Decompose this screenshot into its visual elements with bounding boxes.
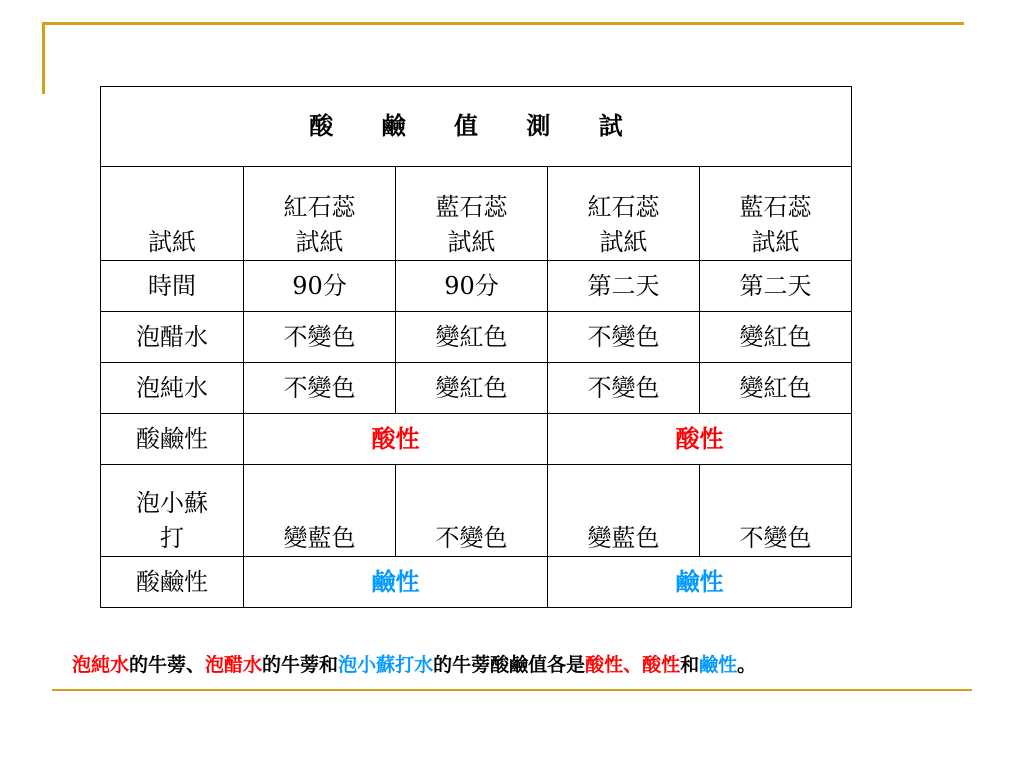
table-cell: 不變色 — [244, 312, 396, 363]
table-cell: 第二天 — [548, 261, 700, 312]
header-row — [101, 167, 852, 261]
caption-alkaline: 鹼性 — [699, 654, 738, 676]
title-row — [101, 87, 852, 167]
column-header: 紅石蕊 試紙 — [548, 167, 700, 261]
table-cell: 90分 — [244, 261, 396, 312]
table-cell: 不變色 — [396, 465, 548, 557]
caption-soda-water: 泡小蘇打水 — [338, 654, 434, 676]
summary-caption — [72, 650, 756, 677]
table-cell: 第二天 — [700, 261, 852, 312]
caption-pure-water: 泡純水 — [72, 654, 130, 676]
acidity-result: 酸性 — [244, 414, 548, 465]
bottom-rule — [52, 689, 972, 691]
table-cell: 變紅色 — [700, 363, 852, 414]
caption-text: 的牛蒡和 — [262, 654, 339, 676]
caption-acid: 酸性、酸性 — [585, 654, 681, 676]
table-cell: 變紅色 — [396, 312, 548, 363]
caption-text: 。 — [737, 654, 757, 676]
table-row-pure-water — [101, 363, 852, 414]
table-cell: 90分 — [396, 261, 548, 312]
ph-test-table — [100, 86, 852, 608]
column-header: 藍石蕊 試紙 — [700, 167, 852, 261]
alkalinity-result: 鹼性 — [244, 557, 548, 608]
row-label: 泡純水 — [101, 363, 244, 414]
table-row-soda — [101, 465, 852, 557]
table-cell: 變藍色 — [548, 465, 700, 557]
alkalinity-result: 鹼性 — [548, 557, 852, 608]
table-row-time — [101, 261, 852, 312]
caption-text: 的牛蒡酸鹼值各是 — [433, 654, 586, 676]
column-header: 藍石蕊 試紙 — [396, 167, 548, 261]
table-cell: 不變色 — [548, 312, 700, 363]
table-row-acidity — [101, 414, 852, 465]
caption-vinegar: 泡醋水 — [205, 654, 263, 676]
table-cell: 變紅色 — [700, 312, 852, 363]
row-label: 酸鹼性 — [101, 414, 244, 465]
table-row-vinegar — [101, 312, 852, 363]
table-cell: 不變色 — [548, 363, 700, 414]
table-cell: 變紅色 — [396, 363, 548, 414]
table-cell: 變藍色 — [244, 465, 396, 557]
table-cell: 不變色 — [700, 465, 852, 557]
table-title: 酸 鹼 值 測 試 — [101, 87, 852, 167]
row-label-header: 試紙 — [101, 167, 244, 261]
caption-text: 的牛蒡、 — [129, 654, 206, 676]
row-label: 泡醋水 — [101, 312, 244, 363]
column-header: 紅石蕊 試紙 — [244, 167, 396, 261]
row-label: 泡小蘇 打 — [101, 465, 244, 557]
caption-text: 和 — [680, 654, 700, 676]
table-cell: 不變色 — [244, 363, 396, 414]
row-label: 時間 — [101, 261, 244, 312]
row-label: 酸鹼性 — [101, 557, 244, 608]
top-rule — [42, 22, 964, 25]
left-rule — [42, 22, 45, 94]
table-row-alkalinity — [101, 557, 852, 608]
acidity-result: 酸性 — [548, 414, 852, 465]
